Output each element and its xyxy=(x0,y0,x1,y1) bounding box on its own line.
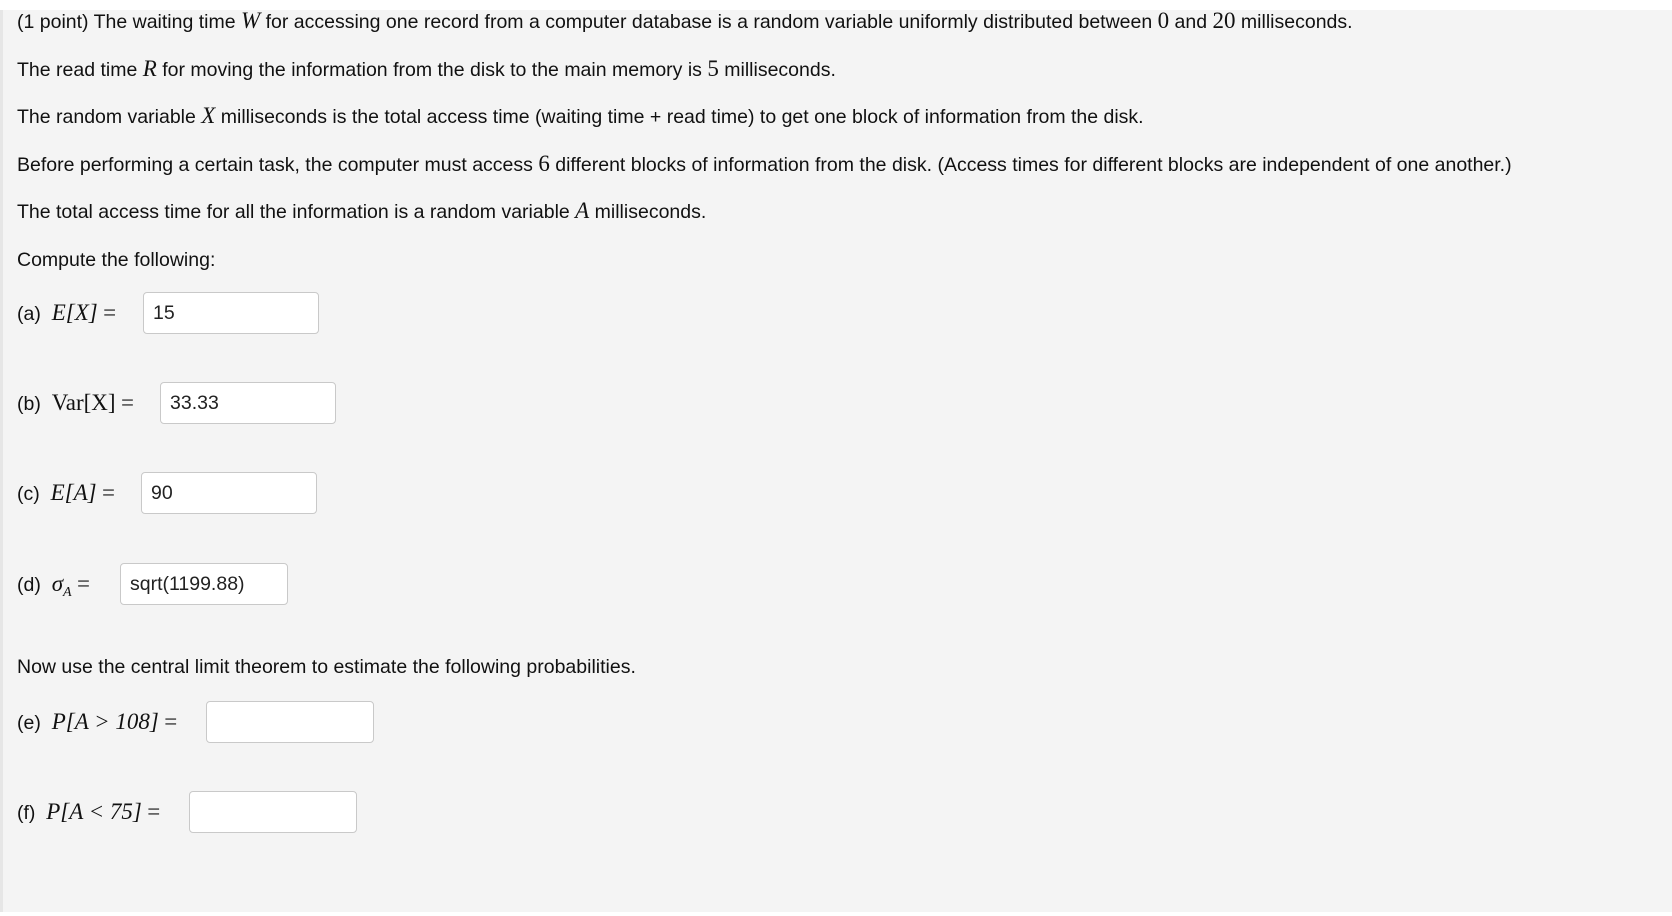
answer-a-input[interactable] xyxy=(143,292,319,334)
intro-line-4: Before performing a certain task, the computer must access 6 different blocks of information from the disk. (Access times for different blocks are independent of one another.) xyxy=(17,151,1512,176)
intro-line-1: (1 point) The waiting time W for accessing one record from a computer database is a random variable uniformly distributed between 0 and 20 milliseconds. xyxy=(17,8,1353,33)
intro-line-5: The total access time for all the information is a random variable A milliseconds. xyxy=(17,198,707,223)
answer-b-input[interactable] xyxy=(160,382,336,424)
answer-e-input[interactable] xyxy=(206,701,374,743)
question-d-label: (d) $\sigma_A$ = xyxy=(17,571,90,600)
question-b-label: (b) Var[X] = xyxy=(17,390,134,415)
intro-line-3: The random variable X milliseconds is the total access time (waiting time + read time) to get one block of information from the disk. xyxy=(17,103,1144,128)
answer-d-input[interactable] xyxy=(120,563,288,605)
answer-c-input[interactable] xyxy=(141,472,317,514)
clt-instruction: Now use the central limit theorem to estimate the following probabilities. xyxy=(17,656,636,678)
intro-line-2: The read time R for moving the information from the disk to the main memory is 5 milliseconds. xyxy=(17,56,836,81)
question-a-label: (a) E[X] = xyxy=(17,300,117,325)
compute-instruction: Compute the following: xyxy=(17,249,216,271)
answer-f-input[interactable] xyxy=(189,791,357,833)
question-f-label: (f) P[A < 75] = xyxy=(17,799,161,824)
question-c-label: (c) E[A] = xyxy=(17,480,115,505)
problem-panel xyxy=(0,10,1672,912)
question-e-label: (e) P[A > 108] = xyxy=(17,709,178,734)
